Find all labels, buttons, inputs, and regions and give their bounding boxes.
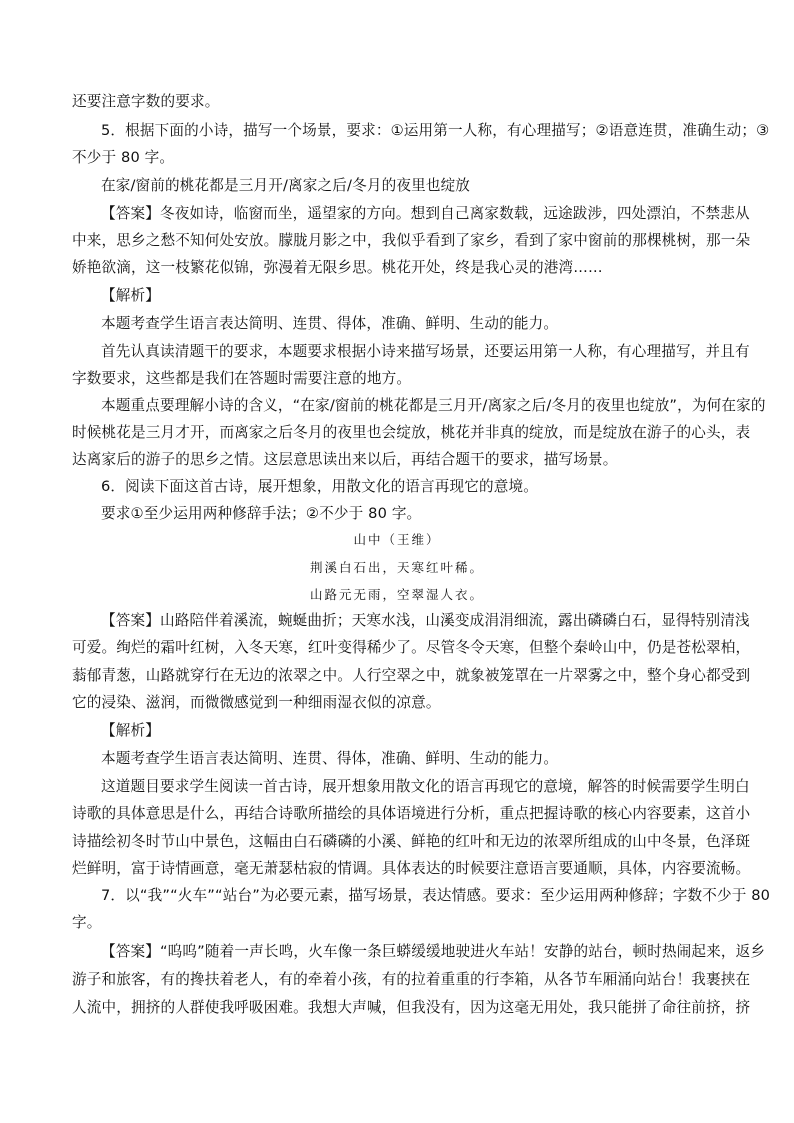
question-5-stem: 5．根据下面的小诗，描写一个场景，要求：①运用第一人称，有心理描写；②语意连贯，准确生动；③ [101, 122, 770, 139]
text-line: 烂鲜明，富于诗情画意，毫无萧瑟枯寂的情调。具体表达的时候要注意语言要通顺，具体，内容要流畅。 [72, 860, 751, 877]
text-line: 要求①至少运用两种修辞手法；②不少于 80 字。 [101, 505, 422, 522]
text-line: 人流中，拥挤的人群使我呼吸困难。我想大声喊，但我没有，因为这毫无用处，我只能拼了命往前挤，挤 [72, 999, 751, 1016]
text-line: 首先认真读清题干的要求，本题要求根据小诗来描写场景，还要运用第一人称，有心理描写，并且有 [101, 343, 750, 360]
poem-text: 在家/窗前的桃花都是三月开/离家之后/冬月的夜里也绽放 [101, 177, 471, 194]
text-line: 本题重点要理解小诗的含义，“在家/窗前的桃花都是三月开/离家之后/冬月的夜里也绽放”，为何在家的 [101, 397, 766, 414]
question-7-stem: 7．以“我”“火车”“站台”为必要元素，描写场景，表达情感。要求：至少运用两种修辞；字数不少于 80 [101, 887, 771, 904]
text-line: 本题考查学生语言表达简明、连贯、得体，准确、鲜明、生动的能力。 [101, 750, 559, 767]
text-line: 蓊郁青葱，山路就穿行在无边的浓翠之中。人行空翠之中，就象被笼罩在一片翠雾之中，整个身心都受到 [72, 667, 751, 684]
poem-title: 山中（王维） [353, 532, 441, 547]
answer-line: 【答案】山路陪伴着溪流，蜿蜒曲折；天寒水浅，山溪变成涓涓细流，露出磷磷白石，显得特别清浅 [101, 612, 750, 629]
answer-line: 【答案】冬夜如诗，临窗而坐，遥望家的方向。想到自己离家数载，远途跋涉，四处漂泊，不禁悲从 [101, 205, 750, 222]
text-line: 本题考查学生语言表达简明、连贯、得体，准确、鲜明、生动的能力。 [101, 315, 559, 332]
poem-line: 荆溪白石出，天寒红叶稀。 [309, 560, 484, 575]
text-line: 达离家后的游子的思乡之情。这层意思读出来以后，再结合题干的要求，描写场景。 [72, 451, 618, 468]
text-line: 诗描绘初冬时节山中景色，这幅由白石磷磷的小溪、鲜艳的红叶和无边的浓翠所组成的山中冬景，色泽斑 [72, 833, 751, 850]
answer-line: 【答案】“呜呜”随着一声长鸣，火车像一条巨蟒缓缓地驶进火车站！安静的站台，顿时热闹起来，返乡 [101, 943, 766, 960]
text-line: 时候桃花是三月才开，而离家之后冬月的夜里也会绽放，桃花并非真的绽放，而是绽放在游子的心头，表 [72, 424, 751, 441]
text-line: 字数要求，这些都是我们在答题时需要注意的地方。 [72, 370, 412, 387]
question-6-stem: 6．阅读下面这首古诗，展开想象，用散文化的语言再现它的意境。 [101, 478, 539, 495]
text-line: 诗歌的具体意思是什么，再结合诗歌所描绘的具体语境进行分析，重点把握诗歌的核心内容要素，这首小 [72, 805, 751, 822]
text-line: 这道题目要求学生阅读一首古诗，展开想象用散文化的语言再现它的意境，解答的时候需要学生明白 [101, 778, 750, 795]
text-line: 娇艳欲滴，这一枝繁花似锦，弥漫着无限乡思。桃花开处，终是我心灵的港湾…… [72, 259, 603, 276]
text-line: 游子和旅客，有的搀扶着老人，有的牵着小孩，有的拉着重重的行李箱，从各节车厢涌向站台！我裹挟在 [72, 971, 751, 988]
text-line: 中来，思乡之愁不知何处安放。朦胧月影之中，我似乎看到了家乡，看到了家中窗前的那棵桃树，那一朵 [72, 232, 751, 249]
text-line: 可爱。绚烂的霜叶红树，入冬天寒，红叶变得稀少了。尽管冬令天寒，但整个秦岭山中，仍是苍松翠柏， [72, 639, 751, 656]
text-line: 它的浸染、滋润，而微微感觉到一种细雨湿衣似的凉意。 [72, 694, 441, 711]
text-line: 不少于 80 字。 [72, 149, 175, 166]
text-line: 字。 [72, 914, 102, 931]
analysis-heading: 【解析】 [101, 722, 160, 739]
text-line: 还要注意字数的要求。 [72, 93, 220, 110]
poem-line: 山路元无雨，空翠湿人衣。 [309, 587, 484, 602]
analysis-heading: 【解析】 [101, 287, 160, 304]
